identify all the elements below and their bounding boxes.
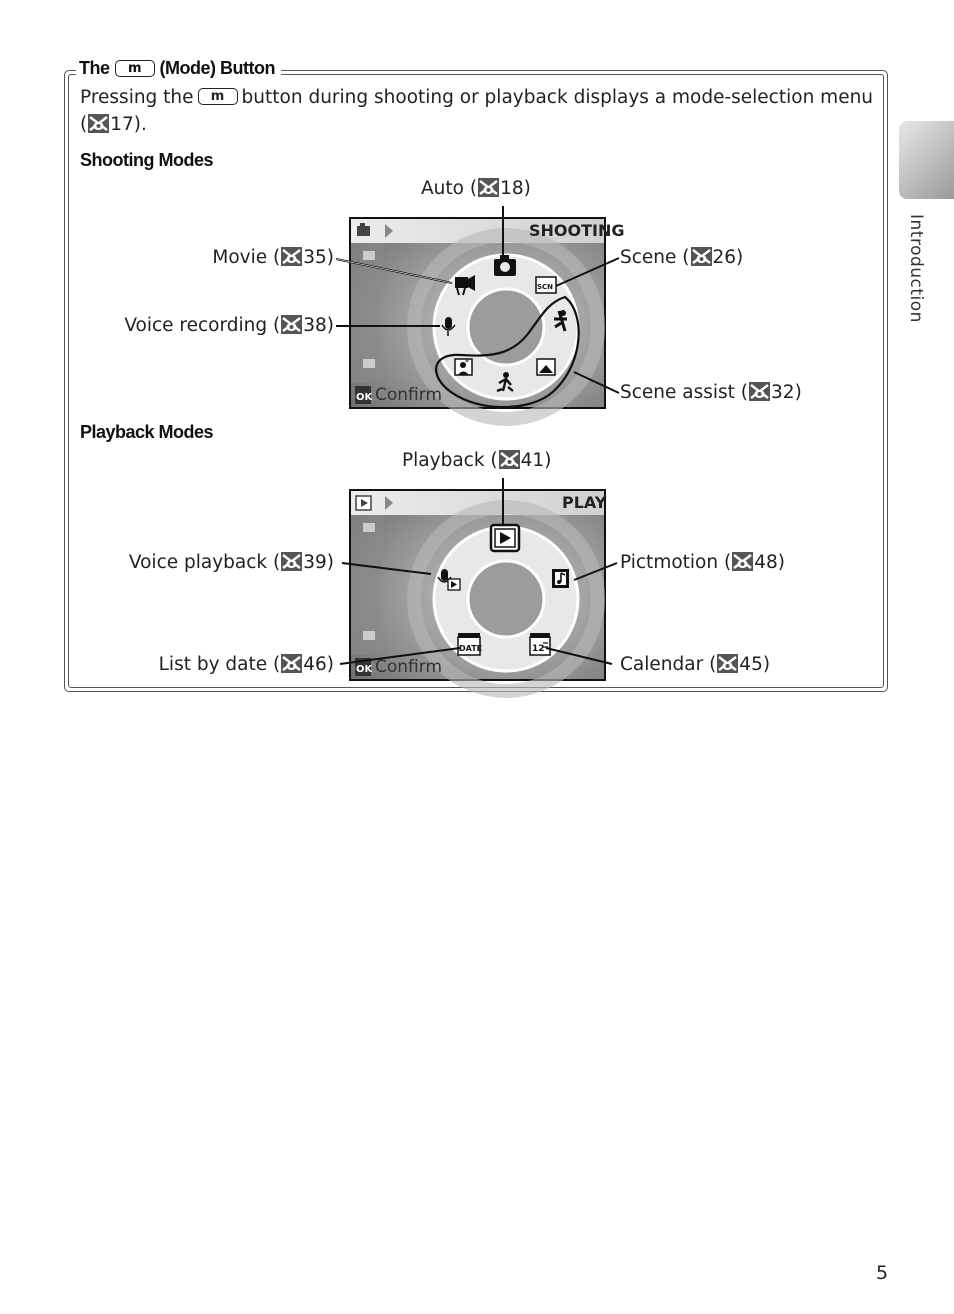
section-tab-label: Introduction <box>906 214 926 323</box>
calendar-icon-text: 12 <box>532 644 545 654</box>
label-scene-assist-page: 32) <box>771 382 802 403</box>
shooting-screen-footer: Confirm <box>375 385 443 405</box>
label-calendar-page: 45) <box>739 654 771 675</box>
label-movie-page: 35) <box>303 247 334 268</box>
ok-badge: OK <box>356 664 373 675</box>
intro-open-paren: ( <box>80 114 88 135</box>
label-voice-playback-page: 39) <box>303 552 334 573</box>
label-voice-playback-name: Voice playback ( <box>128 552 281 573</box>
intro-text-1: Pressing the <box>80 87 194 108</box>
date-icon-text: DATE <box>459 644 483 653</box>
label-calendar-name: Calendar ( <box>620 654 717 675</box>
title-suffix: (Mode) Button <box>159 57 275 78</box>
label-auto-page: 18) <box>500 178 531 199</box>
page-number: 5 <box>876 1262 889 1284</box>
label-playback-name: Playback ( <box>402 450 498 471</box>
label-playback-page: 41) <box>520 450 552 471</box>
playback-screen-footer: Confirm <box>375 657 443 677</box>
label-auto-name: Auto ( <box>421 178 478 199</box>
label-pictmotion-name: Pictmotion ( <box>620 552 732 573</box>
playback-heading: Playback Modes <box>80 422 214 442</box>
playback-screen-title: PLAY <box>562 493 607 512</box>
shooting-screen-title: SHOOTING <box>529 221 625 240</box>
label-pictmotion-page: 48) <box>754 552 785 573</box>
label-voice-recording-page: 38) <box>303 315 334 336</box>
label-list-by-date-name: List by date ( <box>158 654 281 675</box>
label-scene-assist-name: Scene assist ( <box>620 382 749 403</box>
label-voice-recording-name: Voice recording ( <box>124 315 281 336</box>
shooting-heading: Shooting Modes <box>80 150 213 170</box>
label-scene-name: Scene ( <box>620 247 690 268</box>
intro-text-2: button during shooting or playback displays a mode-selection menu <box>241 87 874 108</box>
label-movie-name: Movie ( <box>212 247 281 268</box>
intro-ref: 17). <box>110 114 147 135</box>
mode-button-glyph: m <box>210 88 225 104</box>
ok-badge: OK <box>356 392 373 403</box>
title-prefix: The <box>79 57 110 78</box>
label-scene-page: 26) <box>712 247 744 268</box>
svg-text:SCN: SCN <box>537 283 554 291</box>
label-list-by-date-page: 46) <box>303 654 334 675</box>
svg-text:*: * <box>465 358 469 367</box>
mode-button-glyph: m <box>127 60 142 76</box>
